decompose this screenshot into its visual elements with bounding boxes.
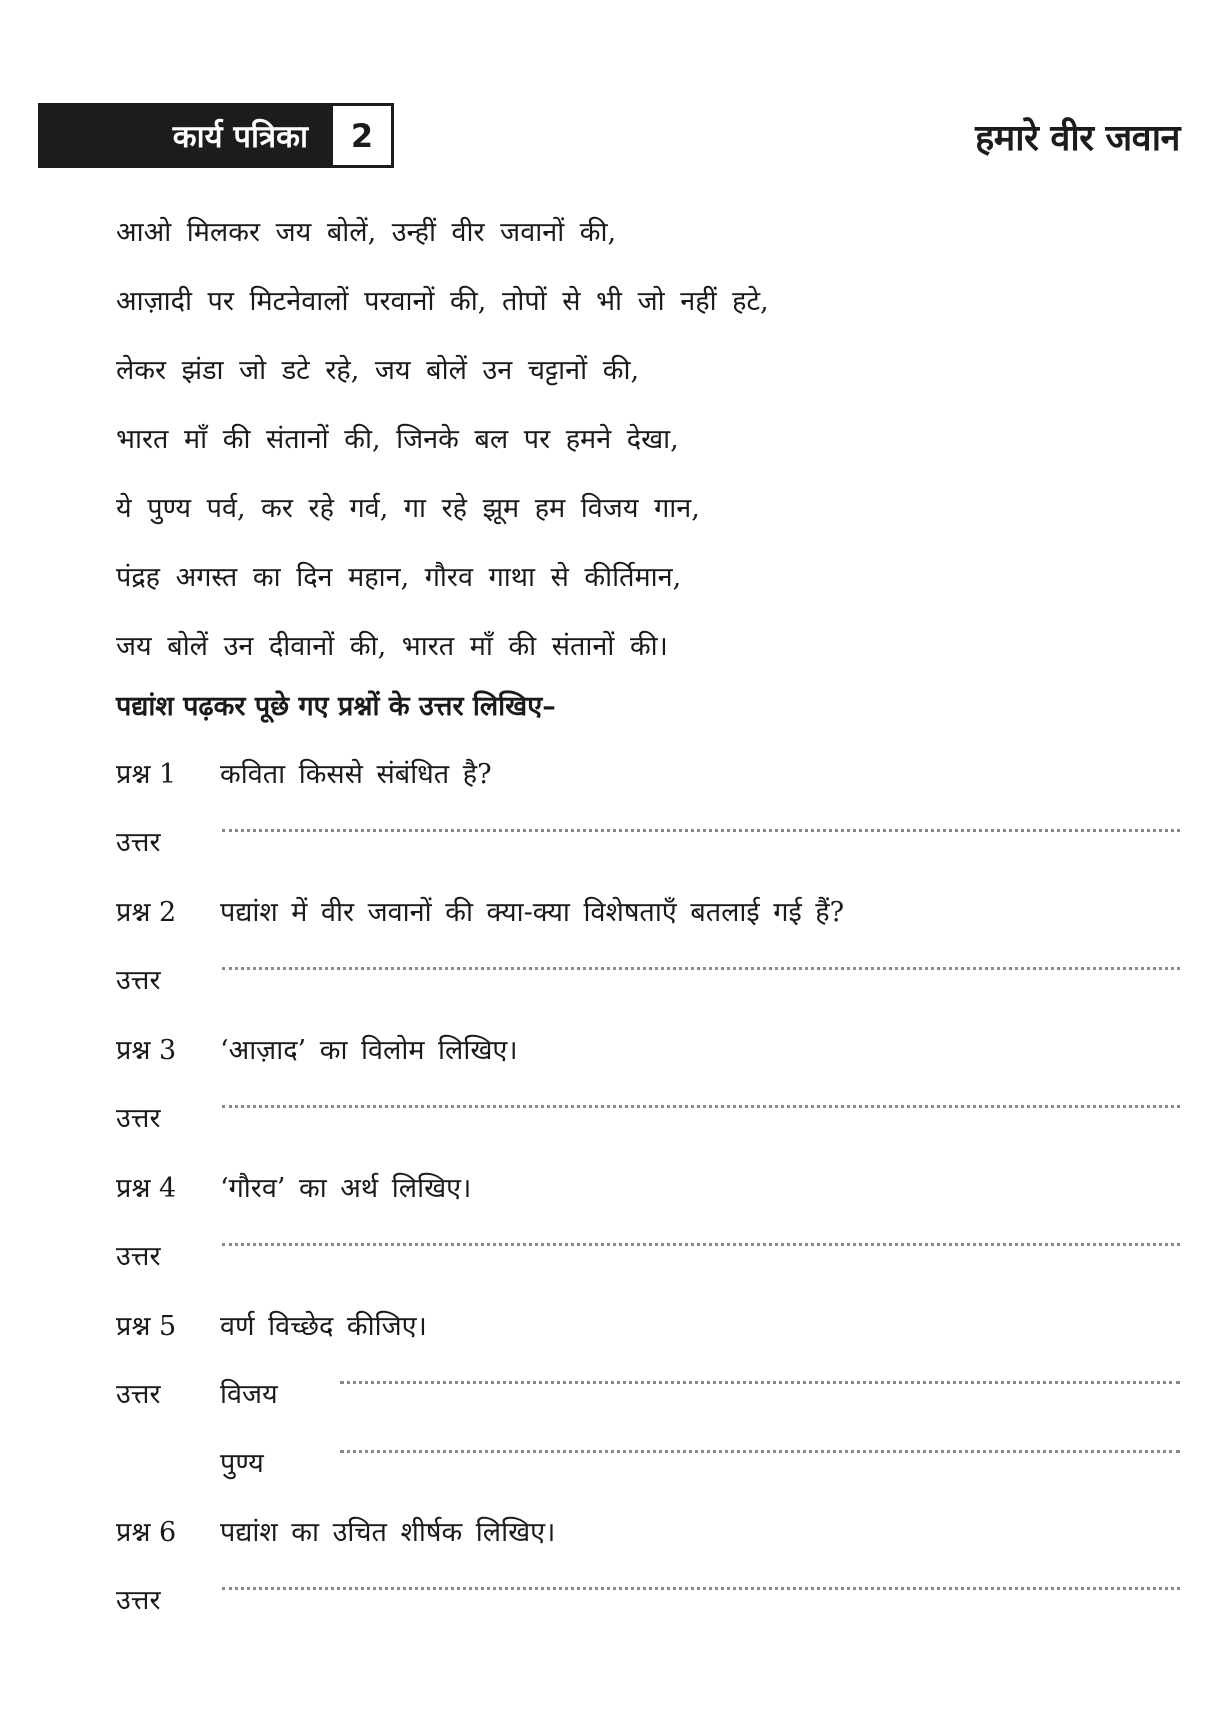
lesson-title: हमारे वीर जवान [975,118,1180,159]
worksheet-label: कार्य पत्रिका [38,103,330,168]
sub-item-punya: पुण्य [220,1448,264,1479]
answer-6-line[interactable] [222,1587,1180,1590]
answer-1-line[interactable] [222,829,1180,832]
worksheet-number: 2 [330,103,394,168]
answer-4-line[interactable] [222,1243,1180,1246]
question-4-text: ‘गौरव’ का अर्थ लिखिए। [220,1173,472,1204]
answer-4-label: उत्तर [116,1241,161,1272]
answer-3-label: उत्तर [116,1103,161,1134]
poem-line: लेकर झंडा जो डटे रहे, जय बोलें उन चट्टानों की, [116,355,640,386]
answer-6-label: उत्तर [116,1585,161,1616]
question-6-label: प्रश्न 6 [116,1517,177,1548]
answer-2-line[interactable] [222,967,1180,970]
answer-3-line[interactable] [222,1105,1180,1108]
question-6-text: पद्यांश का उचित शीर्षक लिखिए। [220,1517,556,1548]
poem-line: जय बोलें उन दीवानों की, भारत माँ की संतानों की। [116,631,668,662]
question-5-text: वर्ण विच्छेद कीजिए। [220,1311,427,1342]
question-3-label: प्रश्न 3 [116,1035,177,1066]
poem-line: पंद्रह अगस्त का दिन महान, गौरव गाथा से कीर्तिमान, [116,562,682,593]
poem-line: आओ मिलकर जय बोलें, उन्हीं वीर जवानों की, [116,217,617,248]
poem-line: ये पुण्य पर्व, कर रहे गर्व, गा रहे झूम हम विजय गान, [116,493,700,524]
question-3-text: ‘आज़ाद’ का विलोम लिखिए। [220,1035,518,1066]
answer-5a-line[interactable] [340,1381,1180,1384]
answer-5b-line[interactable] [340,1450,1180,1453]
instruction: पद्यांश पढ़कर पूछे गए प्रश्नों के उत्तर लिखिए– [116,691,556,722]
question-2-label: प्रश्न 2 [116,897,177,928]
worksheet-badge [38,103,394,168]
answer-2-label: उत्तर [116,965,161,996]
question-1-label: प्रश्न 1 [116,759,177,790]
question-5-label: प्रश्न 5 [116,1311,177,1342]
answer-5-label: उत्तर [116,1379,161,1410]
answer-1-label: उत्तर [116,827,161,858]
question-4-label: प्रश्न 4 [116,1173,177,1204]
poem-line: भारत माँ की संतानों की, जिनके बल पर हमने देखा, [116,424,679,455]
question-2-text: पद्यांश में वीर जवानों की क्या-क्या विशेषताएँ बतलाई गई हैं? [220,897,845,928]
sub-item-vijay: विजय [220,1379,278,1410]
question-1-text: कविता किससे संबंधित है? [220,759,492,790]
poem-line: आज़ादी पर मिटनेवालों परवानों की, तोपों से भी जो नहीं हटे, [116,286,769,317]
